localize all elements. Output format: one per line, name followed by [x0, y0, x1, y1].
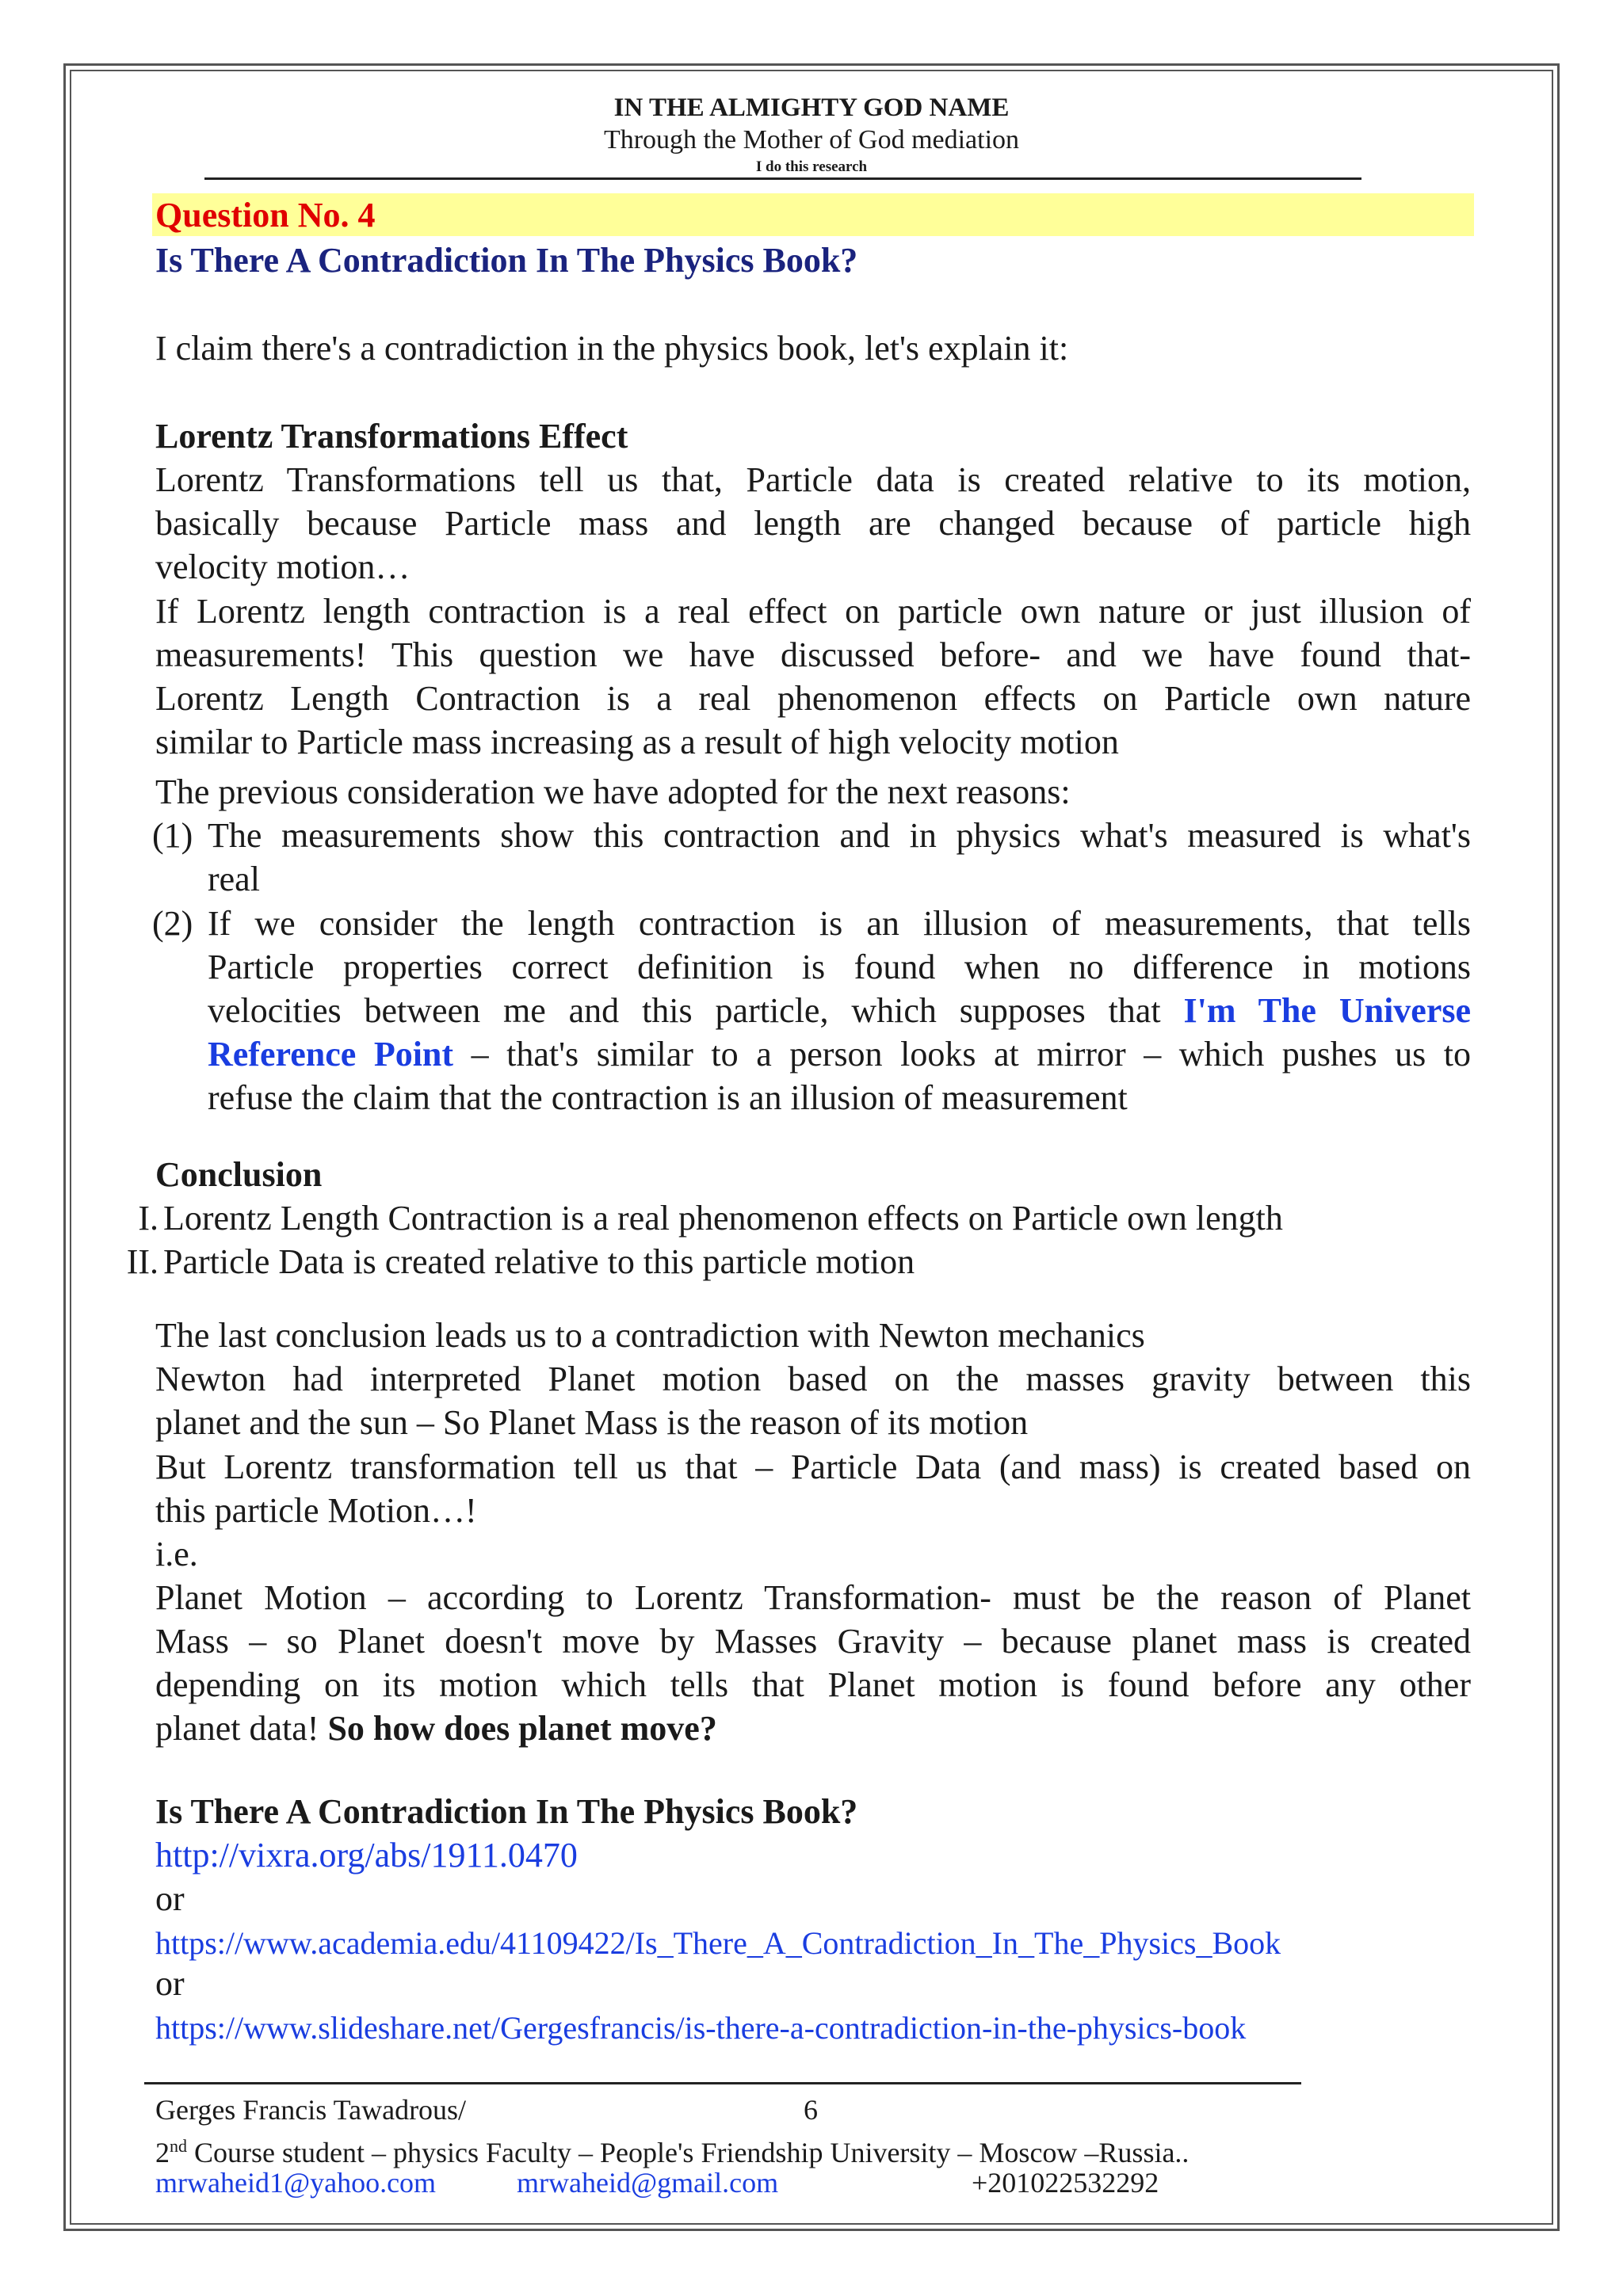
- email-gmail[interactable]: mrwaheid@gmail.com: [517, 2167, 779, 2199]
- reason-number: (1): [152, 816, 193, 855]
- paragraph-line: If Lorentz length contraction is a real effect on particle own nature or just illusion of: [155, 592, 1471, 631]
- or-separator: or: [155, 1879, 185, 1918]
- footer-author: Gerges Francis Tawadrous/: [155, 2094, 467, 2126]
- footer-rule: [144, 2082, 1301, 2084]
- conclusion-item: Lorentz Length Contraction is a real phenomenon effects on Particle own length: [163, 1199, 1283, 1238]
- course-ordinal-suffix: nd: [170, 2136, 187, 2156]
- intro-paragraph: I claim there's a contradiction in the physics book, let's explain it:: [155, 329, 1069, 368]
- email-yahoo[interactable]: mrwaheid1@yahoo.com: [155, 2167, 437, 2199]
- reason-line: [208, 1034, 1471, 1075]
- footer-affiliation: [155, 2130, 1189, 2169]
- reason-line: refuse the claim that the contraction is an illusion of measurement: [208, 1078, 1128, 1117]
- emphasis-reference-point: Reference Point: [208, 1035, 454, 1074]
- header-research-note: I do this research: [755, 158, 868, 175]
- conclusion-number: II.: [126, 1242, 158, 1281]
- paragraph-line: But Lorentz transformation tell us that – Particle Data (and mass) is created based on: [155, 1447, 1471, 1486]
- paragraph-line: Newton had interpreted Planet motion based on the masses gravity between this: [155, 1360, 1471, 1398]
- paragraph-line: The last conclusion leads us to a contradiction with Newton mechanics: [155, 1316, 1145, 1355]
- paragraph-line: Lorentz Transformations tell us that, Particle data is created relative to its motion,: [155, 460, 1471, 499]
- phone-number: +201022532292: [972, 2167, 1159, 2199]
- course-ordinal: 2: [155, 2137, 170, 2168]
- emphasis-universe: I'm The Universe: [1183, 991, 1472, 1030]
- paragraph-line: The previous consideration we have adopted for the next reasons:: [155, 772, 1071, 811]
- page-title: Is There A Contradiction In The Physics Book?: [155, 241, 858, 280]
- course-details: Course student – physics Faculty – People's Friendship University – Moscow –Russia..: [187, 2137, 1190, 2168]
- reason-line: Particle properties correct definition is found when no difference in motions: [208, 948, 1471, 986]
- paragraph-text: planet data!: [155, 1709, 319, 1748]
- paragraph-line: similar to Particle mass increasing as a result of high velocity motion: [155, 723, 1119, 761]
- page-number: 6: [804, 2094, 818, 2126]
- conclusion-heading: Conclusion: [155, 1155, 323, 1194]
- reason-line: The measurements show this contraction and in physics what's measured is what's: [208, 816, 1471, 855]
- paragraph-line: basically because Particle mass and length are changed because of particle high: [155, 504, 1471, 543]
- header-mediation: Through the Mother of God mediation: [603, 125, 1020, 154]
- closing-question: So how does planet move?: [327, 1709, 717, 1748]
- question-label: Question No. 4: [155, 196, 376, 235]
- section-heading-lorentz: Lorentz Transformations Effect: [155, 417, 628, 456]
- paragraph-line: planet and the sun – So Planet Mass is the reason of its motion: [155, 1403, 1029, 1442]
- conclusion-item: Particle Data is created relative to this particle motion: [163, 1242, 915, 1281]
- paragraph-line: i.e.: [155, 1535, 198, 1573]
- reason-line: If we consider the length contraction is an illusion of measurements, that tells: [208, 904, 1471, 943]
- link-academia[interactable]: https://www.academia.edu/41109422/Is_There_A_Contradiction_In_The_Physics_Book: [155, 1925, 1281, 1961]
- conclusion-number: I.: [138, 1199, 158, 1238]
- header-dedication: IN THE ALMIGHTY GOD NAME: [613, 93, 1010, 122]
- links-heading: Is There A Contradiction In The Physics Book?: [155, 1792, 858, 1831]
- paragraph-line: Planet Motion – according to Lorentz Transformation- must be the reason of Planet: [155, 1578, 1471, 1617]
- paragraph-line: measurements! This question we have discussed before- and we have found that-: [155, 635, 1471, 674]
- reason-number: (2): [152, 904, 193, 943]
- header-rule: [204, 177, 1361, 180]
- paragraph-line: Mass – so Planet doesn't move by Masses Gravity – because planet mass is created: [155, 1622, 1471, 1661]
- reason-text: – that's similar to a person looks at mirror – which pushes us to: [471, 1035, 1472, 1074]
- page-border-inner: [70, 70, 1553, 2225]
- reason-text: velocities between me and this particle, which supposes that: [208, 991, 1161, 1030]
- reason-line: real: [208, 860, 260, 898]
- link-vixra[interactable]: http://vixra.org/abs/1911.0470: [155, 1836, 578, 1875]
- or-separator: or: [155, 1964, 185, 2003]
- paragraph-line: velocity motion…: [155, 547, 411, 586]
- link-slideshare[interactable]: https://www.slideshare.net/Gergesfrancis/is-there-a-contradiction-in-the-physics-book: [155, 2010, 1247, 2046]
- paragraph-line: this particle Motion…!: [155, 1491, 477, 1530]
- paragraph-line: [155, 1708, 717, 1749]
- reason-line: [208, 990, 1471, 1032]
- paragraph-line: Lorentz Length Contraction is a real phenomenon effects on Particle own nature: [155, 679, 1471, 718]
- paragraph-line: depending on its motion which tells that Planet motion is found before any other: [155, 1665, 1471, 1704]
